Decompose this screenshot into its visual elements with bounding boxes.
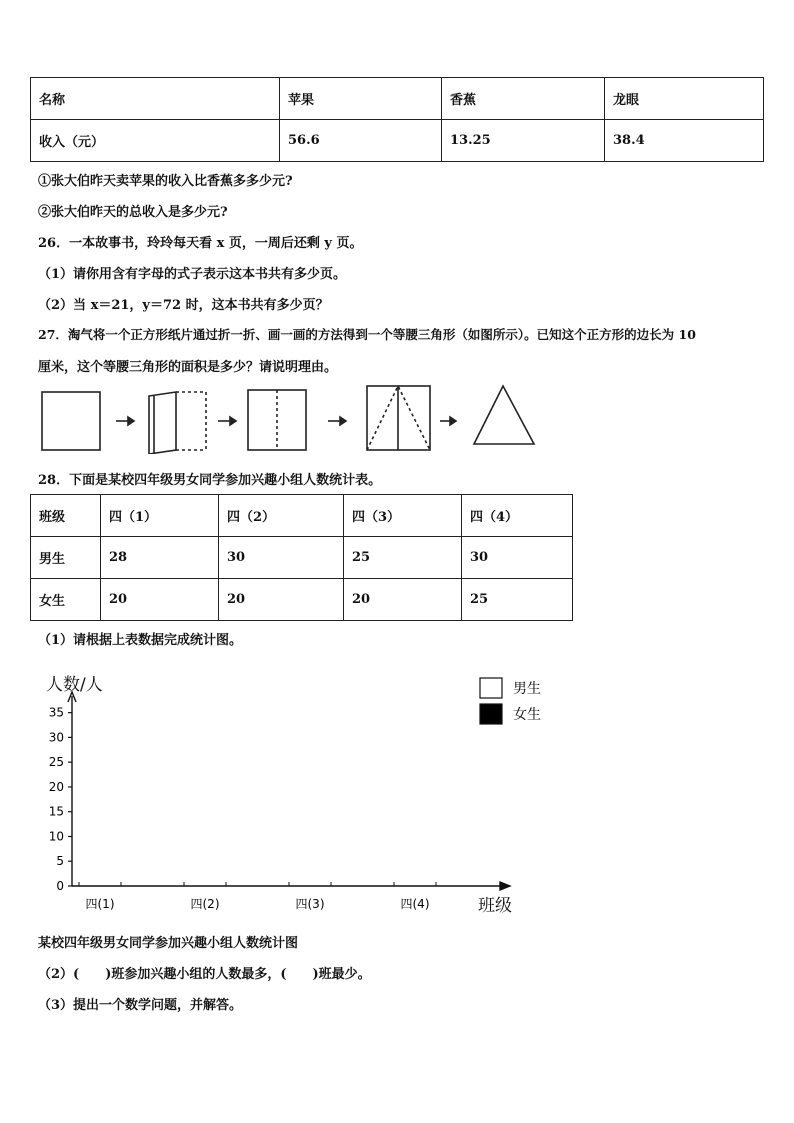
arrow-icon: [116, 417, 134, 425]
table-cell: 56.6: [280, 120, 442, 162]
question-line: ①张大伯昨天卖苹果的收入比香蕉多多少元?: [38, 174, 293, 189]
table-cell: 女生: [31, 579, 101, 621]
table-cell: 13.25: [442, 120, 605, 162]
question-27-cont: 厘米，这个等腰三角形的面积是多少？请说明理由。: [38, 360, 338, 375]
question-28-part-3: （3）提出一个数学问题，并解答。: [38, 998, 243, 1013]
table-cell: 收入（元）: [31, 120, 280, 162]
y-tick-label: 5: [56, 854, 64, 869]
square-with-triangle: [367, 386, 430, 450]
table-cell: 名称: [31, 78, 280, 120]
x-axis-label: 班级: [478, 896, 512, 916]
table-cell: 38.4: [605, 120, 764, 162]
table-row: [31, 495, 573, 537]
y-tick-label: 15: [48, 804, 64, 819]
x-axis-arrow: [500, 882, 510, 890]
y-tick-label: 35: [48, 705, 64, 720]
table-row: [31, 78, 764, 120]
question-28-part-1: （1）请根据上表数据完成统计图。: [38, 633, 243, 648]
table-cell: 20: [101, 579, 219, 621]
question-26-part-1: （1）请你用含有字母的式子表示这本书共有多少页。: [38, 267, 347, 282]
square-paper: [42, 392, 100, 450]
y-tick-label: 30: [48, 730, 64, 745]
table-cell: 苹果: [280, 78, 442, 120]
table-row: [31, 537, 573, 579]
y-tick-label: 25: [48, 755, 64, 770]
y-tick-label: 20: [48, 779, 64, 794]
table-cell: 四（4）: [462, 495, 573, 537]
bar-chart: [30, 670, 590, 920]
fruit-income-table: [30, 77, 764, 162]
creased-square: [248, 390, 306, 450]
question-28-part-2: （2）( )班参加兴趣小组的人数最多，( )班最少。: [38, 967, 371, 982]
table-cell: 龙眼: [605, 78, 764, 120]
y-tick-label: 0: [56, 879, 64, 893]
folding-diagram: [36, 382, 546, 454]
table-cell: 四（3）: [344, 495, 462, 537]
table-cell: 28: [101, 537, 219, 579]
table-cell: 25: [462, 579, 573, 621]
x-category-label: 四(1): [85, 897, 115, 911]
table-cell: 20: [219, 579, 344, 621]
interest-group-table: [30, 494, 573, 621]
table-row: [31, 120, 764, 162]
table-cell: 20: [344, 579, 462, 621]
table-cell: 班级: [31, 495, 101, 537]
table-row: [31, 579, 573, 621]
question-26-part-2: （2）当 x＝21，y＝72 时，这本书共有多少页？: [38, 298, 329, 313]
legend-swatch: [480, 704, 502, 724]
arrow-icon: [218, 417, 236, 425]
legend-label: 男生: [513, 681, 541, 697]
table-cell: 30: [219, 537, 344, 579]
question-26: 26．一本故事书，玲玲每天看 x 页，一周后还剩 y 页。: [38, 236, 363, 251]
isosceles-triangle: [474, 386, 534, 444]
question-27: 27．淘气将一个正方形纸片通过折一折、画一画的方法得到一个等腰三角形（如图所示）。已知这个正方形的边长为 10: [38, 327, 696, 342]
legend-label: 女生: [513, 707, 541, 723]
table-cell: 男生: [31, 537, 101, 579]
table-cell: 30: [462, 537, 573, 579]
table-cell: 香蕉: [442, 78, 605, 120]
x-category-label: 四(2): [190, 897, 220, 911]
table-cell: 25: [344, 537, 462, 579]
folded-paper: [149, 392, 206, 454]
table-cell: 四（2）: [219, 495, 344, 537]
table-cell: 四（1）: [101, 495, 219, 537]
arrow-icon: [440, 417, 456, 425]
question-line: ②张大伯昨天的总收入是多少元?: [38, 205, 228, 220]
arrow-icon: [328, 417, 346, 425]
y-axis-label: 人数/人: [46, 675, 103, 695]
chart-caption: 某校四年级男女同学参加兴趣小组人数统计图: [38, 936, 299, 951]
legend-swatch: [480, 678, 502, 698]
question-28: 28．下面是某校四年级男女同学参加兴趣小组人数统计表。: [38, 473, 382, 488]
x-category-label: 四(4): [400, 897, 430, 911]
x-category-label: 四(3): [295, 897, 325, 911]
y-tick-label: 10: [48, 829, 64, 844]
